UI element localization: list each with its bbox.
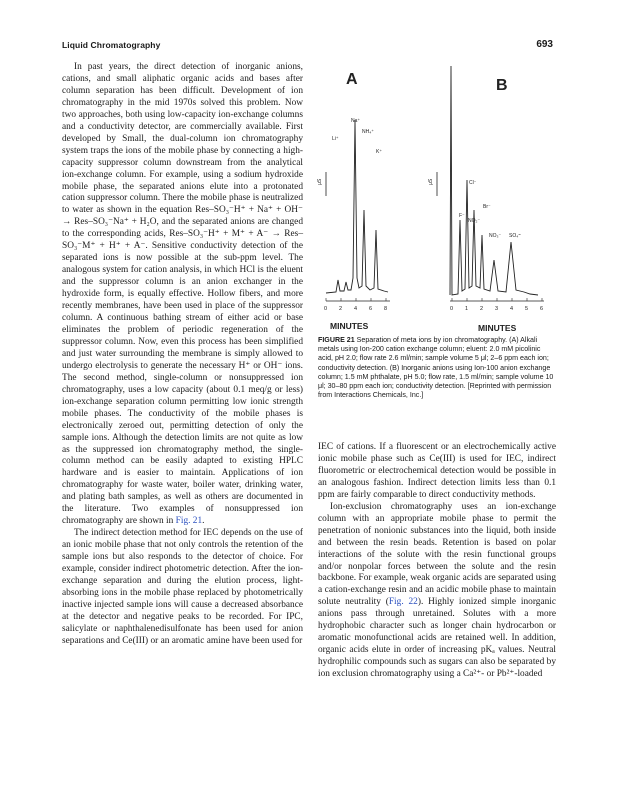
paragraph-indirect-continued: IEC of cations. If a fluorescent or an electrochemically active ionic mobile phase such as Ce(III) is used for IEC, indirect fluorometric or electrochemical detection would be possible in an analogous fashion. Indirect detection limits less than 0.1 ppm are fairly comparable to direct conductivity methods. — [318, 442, 556, 500]
peak-label: NH₄⁺ — [362, 129, 374, 135]
chromatogram-figure — [318, 60, 556, 340]
tick-label: 8 — [384, 306, 388, 312]
paragraph-end: . — [202, 516, 205, 527]
tick-label: 0 — [324, 306, 328, 312]
panel-a-x-label: MINUTES — [330, 321, 369, 331]
peak-label: Br⁻ — [483, 204, 491, 210]
tick-label: 3 — [495, 306, 499, 312]
figure-21 — [318, 60, 556, 340]
tick-label: 4 — [510, 306, 514, 312]
paragraph-text: In past years, the direct detection of inorganic anions, cations, and small aliphatic organic acids and bases after column separation has been difficult. Development of ion chromatography in the mid 1970s solved this problem. Now two approaches, both using low-capacity ion-exchange columns and a conductivity detector, are commercially available. First developed by Small, the dual-column ion chromatography system traps the ions of the mobile phase by connecting a high-capacity suppressor column downstream from the analytical ion-exchange column. For example, using a sodium hydroxide mobile phase, the separated anions elute into a protonated cation suppressor column. There the mobile phase is neutralized to water as shown in the equation Res–SO₃⁻H⁺ + Na⁺ + OH⁻ → Res–SO₃⁻Na⁺ + H₂O, and the separated anions are changed to the corresponding acids, Res–SO₃⁻H⁺ + M⁺ + A⁻ → Res–SO₃⁻M⁺ + H⁺ + A⁻. Sensitive conductivity detection of the separated ions is now possible at the sub-ppm level. The analogous system for cation analysis, in which HCl is the eluent and the suppressor column is an anion exchanger in the hydroxide form, is equally effective. Hollow fibers, and more recently membranes, have been used in place of the suppressor column. A continuous bathing stream of either acid or base eliminates the problem of periodic regeneration of the suppressor column. Now, even this process has been simplified and just water surrounding the membrane is simply allowed to undergo electrolysis to generate the necessary H⁺ or OH⁻ ions. The second method, single-column or nonsuppressed ion chromatography, uses a low capacity (about 0.1 meq/g or less) ion-exchange separation column permitting low ionic strength mobile phases. The conductivity of the mobile phases is electronically zeroed out, permitting detection of only the sample ions. Although the detection limits are not quite as low as the suppressed ion chromatography method, the single-column method can be easily adapted to existing HPLC hardware and is easier to maintain. Applications of ion chromatography for waste water, boiler water, drinking water, and plating bath samples, as well as others are documented in the literature. Two examples of nonsuppressed ion chromatography are shown in — [62, 62, 303, 527]
paragraph-indirect-detection: The indirect detection method for IEC depends on the use of an ionic mobile phase that not only controls the retention of the sample ions but also responds to the detector of choice. For example, consider indirect photometric detection. After the ion-exchange separation and during the elution process, light-absorbing ions in the mobile phase replaced by photometrically inactive injected sample ions will cause a decreased absorbance at the detector and negative peaks to be recorded. For IPC, salicylate or naphthalenedisulfonate has been used for anion separations and Ce(III) or an aromatic amine have been used for — [62, 528, 303, 646]
right-column — [318, 442, 556, 681]
paragraph-text: Ion-exclusion chromatography uses an ion-exchange column with an appropriate mobile phase to permit the penetration of nonionic substances into the liquid, both inside and between the resin beads. Retention is based on polar interactions of the solute with the resin functional groups and/or nonpolar forces between the solute and the resin backbone. For example, weak organic acids are separated using a cation-exchange resin and an acidic mobile phase to maintain solute neutrality ( — [318, 501, 556, 608]
tick-label: 6 — [540, 306, 544, 312]
paragraph-ion-chromatography — [62, 62, 303, 528]
panel-b-label: B — [496, 77, 508, 94]
peak-label: SO₄⁼ — [509, 233, 521, 239]
panel-b-x-label: MINUTES — [478, 323, 517, 333]
panel-b-trace — [450, 66, 538, 295]
running-head: Liquid Chromatography — [62, 40, 161, 50]
peak-label: Na⁺ — [351, 118, 361, 124]
panel-a-label: A — [346, 71, 358, 88]
panel-a-axis-label: μS — [317, 178, 323, 185]
peak-label: NO₃⁻ — [489, 233, 502, 239]
panel-b-ticks — [452, 298, 542, 301]
paragraph-text: ). Highly ionized simple inorganic anions pass through unretained. Solutes with a more hydrophobic character such as longer chain hydrocarbon or aromatic monofunctional acids are retained well. In addition, organic acids elute in order of increasing pKₐ values. Neutral hydrophilic compounds such as sugars can also be separated by ion exclusion chromatography using a Ca²⁺- or Pb²⁺-loaded — [318, 597, 557, 680]
caption-label: FIGURE 21 — [318, 336, 355, 344]
figure-22-link[interactable]: Fig. 22 — [388, 597, 418, 608]
peak-label: NO₂⁻ — [468, 218, 481, 224]
paragraph-ion-exclusion — [318, 502, 556, 681]
tick-label: 2 — [339, 306, 343, 312]
peak-label: Li⁺ — [332, 136, 339, 142]
tick-label: 4 — [354, 306, 358, 312]
caption-text: Separation of meta ions by ion chromatography. (A) Alkali metals using Ion-200 cation exchange column; eluent: 2.0 mM picolinic acid, pH 2.0; flow rate 2.6 ml/min; sample volume 5 μl; 2–6 ppm each ion; conductivity detection. (B) Inorganic anions using Ion-100 anion exchange column; 1.5 mM phthalate, pH 5.0; flow rate, 1.5 ml/min; sample volume 10 μl; 30–80 ppm each ion; conductivity detection. [Reprinted with permission from Interactions Chemicals, Inc.] — [318, 336, 554, 400]
peak-label: F⁻ — [459, 213, 465, 219]
page-number: 693 — [536, 39, 553, 50]
figure-21-link[interactable]: Fig. 21 — [175, 516, 203, 527]
figure-caption — [318, 336, 554, 400]
panel-b-axis-label: μS — [428, 178, 434, 185]
tick-label: 2 — [480, 306, 484, 312]
panel-a-trace — [326, 120, 388, 293]
left-column — [62, 62, 303, 648]
peak-label: K⁺ — [376, 149, 382, 155]
tick-label: 1 — [465, 306, 469, 312]
peak-label: Cl⁻ — [469, 180, 477, 186]
tick-label: 0 — [450, 306, 454, 312]
tick-label: 5 — [525, 306, 529, 312]
tick-label: 6 — [369, 306, 373, 312]
panel-a-ticks — [326, 298, 386, 301]
